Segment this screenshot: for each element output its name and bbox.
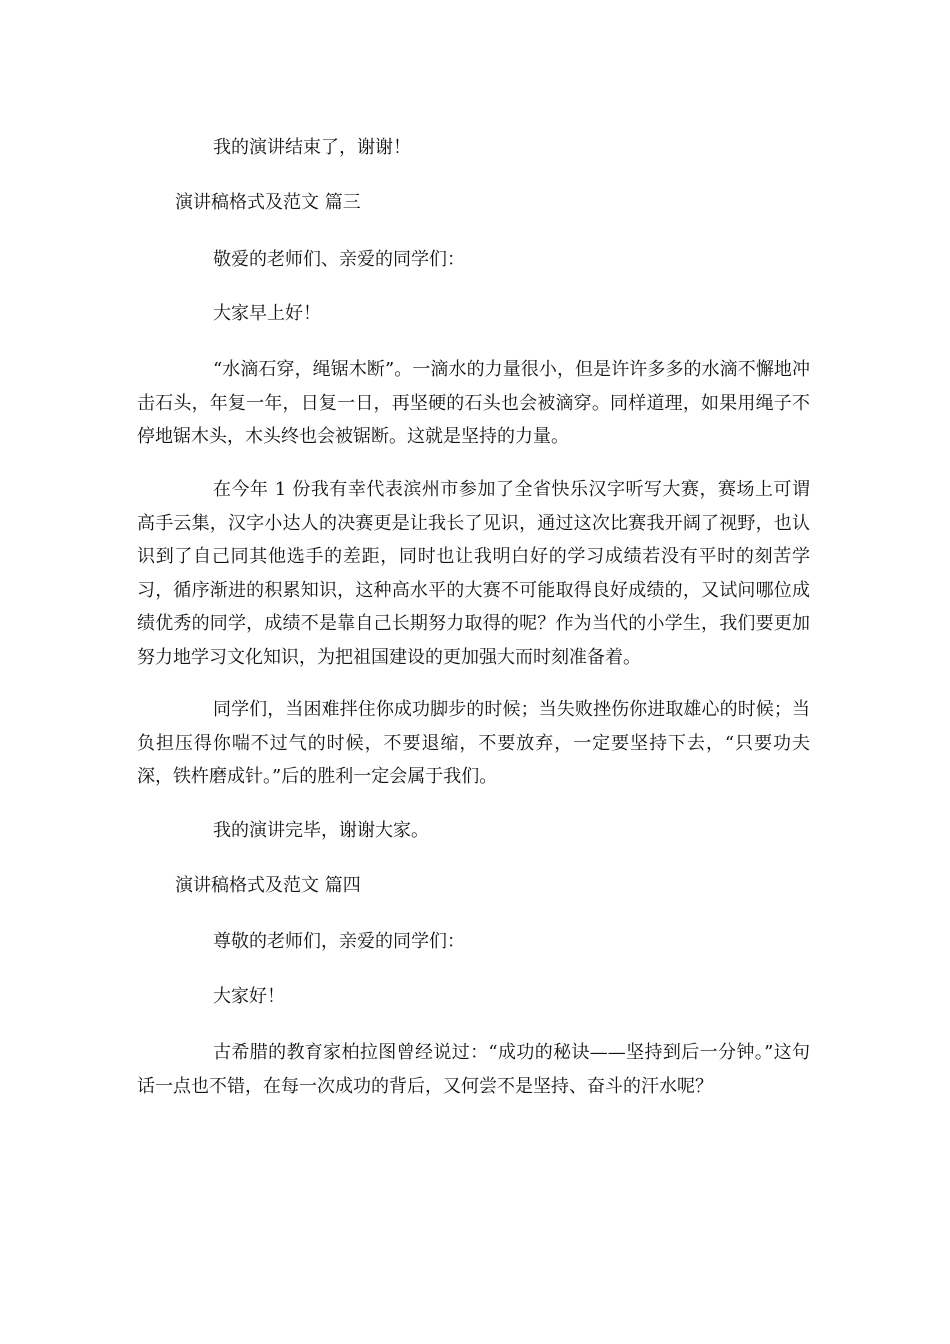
greeting-3: 大家早上好！ [213,303,321,324]
closing-line: 我的演讲结束了，谢谢！ [213,137,411,158]
paragraph-plato: 古希腊的教育家柏拉图曾经说过：“成功的秘诀——坚持到后一分钟。”这句话一点也不错，在每一次成功的背后，又何尝不是坚持、奋斗的汗水呢？ [137,1042,810,1097]
salutation-3: 敬爱的老师们、亲爱的同学们： [213,249,465,270]
salutation-4: 尊敬的老师们，亲爱的同学们： [213,931,465,952]
paragraph-persistence: 同学们，当困难拌住你成功脚步的时候；当失败挫伤你进取雄心的时候；当负担压得你喘不过气的时候，不要退缩，不要放弃，一定要坚持下去，“只要功夫深，铁杵磨成针。”后的胜利一定会属于我们。 [137,699,810,787]
section-heading-4: 演讲稿格式及范文 篇四 [175,875,361,896]
greeting-4: 大家好！ [213,986,285,1007]
closing-line-3: 我的演讲完毕，谢谢大家。 [213,820,429,841]
paragraph-competition: 在今年 1 份我有幸代表滨州市参加了全省快乐汉字听写大赛，赛场上可谓高手云集，汉字小达人的决赛更是让我长了见识，通过这次比赛我开阔了视野，也认识到了自己同其他选手的差距，同时也让我明白好的学习成绩若没有平时的刻苦学习，循序渐进的积累知识，这种高水平的大赛不可能取得良好成绩的，又试问哪位成绩优秀的同学，成绩不是靠自己长期努力取得的呢？作为当代的小学生，我们要更加努力地学习文化知识，为把祖国建设的更加强大而时刻准备着。 [137,479,810,668]
paragraph-water-drop: “水滴石穿，绳锯木断”。一滴水的力量很小，但是许许多多的水滴不懈地冲击石头，年复一年，日复一日，再坚硬的石头也会被滴穿。同样道理，如果用绳子不停地锯木头，木头终也会被锯断。这就是坚持的力量。 [137,359,810,447]
section-heading-3: 演讲稿格式及范文 篇三 [175,192,361,213]
